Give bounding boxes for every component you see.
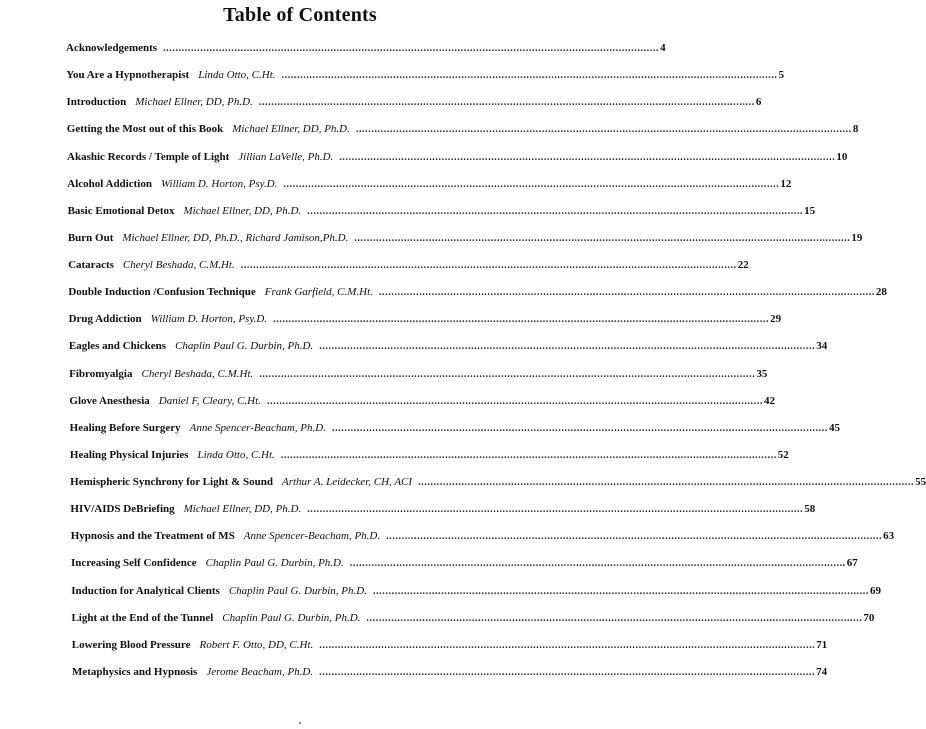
- toc-entry-page-number: 19: [851, 231, 863, 244]
- toc-entry-author: Arthur A. Leidecker, CH, ACI: [282, 476, 413, 489]
- toc-entry-page-number: 6: [755, 96, 762, 109]
- toc-entry-title: Burn Out: [67, 231, 114, 244]
- toc-entry[interactable]: [66, 40, 666, 56]
- toc-entry-page-number: 52: [777, 448, 789, 461]
- toc-entry[interactable]: [67, 176, 792, 192]
- toc-entry-author: Jillian LaVelle, Ph.D.: [238, 150, 334, 163]
- toc-entry[interactable]: [70, 555, 858, 571]
- toc-entry-page-number: 34: [816, 340, 828, 353]
- toc-entry-author: William D. Horton, Psy.D.: [160, 177, 278, 190]
- toc-entry[interactable]: [68, 284, 887, 300]
- toc-entry-page-number: 15: [804, 204, 816, 217]
- toc-entry-page-number: 29: [770, 313, 782, 326]
- toc-entry-title: Acknowledgements: [66, 42, 158, 54]
- dot-leader: ................................................................................................................................................................: [240, 260, 737, 272]
- toc-entry[interactable]: [66, 94, 762, 110]
- toc-entry-page-number: 74: [816, 666, 828, 678]
- toc-entry-author: Chaplin Paul G. Durbin, Ph.D.: [205, 557, 344, 570]
- dot-leader: ................................................................................................................................................................: [366, 612, 863, 624]
- toc-entry-page-number: 10: [836, 150, 848, 163]
- toc-entry-title: Metaphysics and Hypnosis: [72, 666, 198, 678]
- toc-entry-title: Glove Anesthesia: [69, 394, 150, 407]
- toc-entry[interactable]: [71, 637, 828, 653]
- toc-entry-title: Alcohol Addiction: [67, 177, 152, 190]
- toc-entry-author: Michael Ellner, DD, Ph.D.: [135, 96, 253, 109]
- toc-entry-page-number: 42: [763, 394, 775, 407]
- toc-entry-title: Getting the Most out of this Book: [66, 123, 224, 136]
- toc-entry-author: Frank Garfield, C.M.Ht.: [264, 286, 373, 299]
- toc-entry[interactable]: [70, 501, 816, 517]
- dot-leader: ................................................................................................................................................................: [307, 504, 804, 516]
- dot-leader: ................................................................................................................................................................: [319, 639, 816, 651]
- dot-leader: ................................................................................................................................................................: [386, 531, 883, 543]
- toc-entry-author: Linda Otto, C.Ht.: [198, 69, 276, 82]
- toc-entry-title: Double Induction /Confusion Technique: [68, 286, 256, 299]
- toc-entry-page-number: 5: [778, 69, 785, 82]
- toc-entry-title: Drug Addiction: [68, 313, 142, 326]
- dot-leader: ................................................................................................................................................................: [349, 558, 846, 570]
- dot-leader: ................................................................................................................................................................: [266, 395, 763, 407]
- dot-leader: ................................................................................................................................................................: [280, 449, 777, 461]
- dot-leader: ................................................................................................................................................................: [273, 314, 770, 326]
- dot-leader: ................................................................................................................................................................: [259, 368, 756, 380]
- toc-entry-page-number: 58: [804, 503, 816, 516]
- toc-entry[interactable]: [67, 203, 816, 219]
- toc-entry-author: Chaplin Paul G. Durbin, Ph.D.: [222, 611, 361, 624]
- toc-entry-title: Basic Emotional Detox: [67, 204, 175, 217]
- dot-leader: ................................................................................................................................................................: [355, 124, 852, 136]
- toc-entry-page-number: 28: [875, 286, 887, 299]
- toc-entry-page-number: 4: [660, 42, 666, 54]
- toc-entry-page-number: 12: [780, 177, 792, 190]
- dot-leader: ................................................................................................................................................................: [163, 43, 660, 54]
- toc-entry[interactable]: [72, 664, 828, 680]
- toc-entry-author: Michael Ellner, DD, Ph.D.: [183, 204, 302, 217]
- toc-entry-page-number: 45: [828, 421, 840, 434]
- toc-entry-title: Healing Before Surgery: [69, 421, 181, 434]
- toc-entry-author: Michael Ellner, DD, Ph.D.: [183, 503, 302, 516]
- toc-entry-title: Introduction: [66, 96, 127, 109]
- toc-entry-title: Healing Physical Injuries: [69, 448, 189, 461]
- dot-leader: ................................................................................................................................................................: [354, 232, 851, 244]
- toc-entry[interactable]: [70, 528, 895, 544]
- toc-entry[interactable]: [68, 257, 749, 273]
- toc-entry-title: Lowering Blood Pressure: [71, 638, 191, 651]
- toc-entry[interactable]: [68, 311, 782, 327]
- toc-entry-author: Cheryl Beshada, C.M.Ht.: [141, 367, 254, 380]
- toc-entry-title: Induction for Analytical Clients: [71, 584, 220, 597]
- dot-leader: ................................................................................................................................................................: [307, 205, 804, 217]
- toc-entry-title: HIV/AIDS DeBriefing: [70, 503, 175, 516]
- toc-entry[interactable]: [69, 447, 789, 463]
- toc-entry-title: Fibromyalgia: [69, 367, 133, 380]
- toc-entry-author: Anne Spencer-Beacham, Ph.D.: [243, 530, 381, 543]
- dot-leader: ................................................................................................................................................................: [281, 70, 778, 82]
- toc-entry-author: Robert F. Otto, DD, C.Ht.: [199, 638, 314, 651]
- dot-leader: ................................................................................................................................................................: [339, 151, 836, 163]
- toc-entry-title: You Are a Hypnotherapist: [66, 69, 190, 82]
- dot-leader: ................................................................................................................................................................: [283, 178, 780, 190]
- toc-entry[interactable]: [69, 393, 775, 409]
- toc-entry-title: Akashic Records / Temple of Light: [67, 150, 230, 163]
- toc-entry-author: Jerome Beacham, Ph.D.: [206, 666, 314, 678]
- dot-leader: ................................................................................................................................................................: [258, 97, 755, 109]
- toc-entry-page-number: 63: [883, 530, 895, 543]
- toc-entry-page-number: 67: [846, 557, 858, 570]
- toc-entry[interactable]: [69, 420, 840, 436]
- toc-entry-page-number: 55: [915, 476, 926, 489]
- toc-entry[interactable]: [70, 474, 926, 490]
- dot-leader: ................................................................................................................................................................: [418, 477, 915, 489]
- toc-entry-page-number: 22: [737, 259, 749, 272]
- dot-leader: ................................................................................................................................................................: [378, 287, 875, 299]
- toc-entry[interactable]: [68, 338, 828, 354]
- toc-entry[interactable]: [67, 149, 848, 165]
- toc-entry-author: Cheryl Beshada, C.M.Ht.: [122, 259, 235, 272]
- toc-entry-page-number: 8: [852, 123, 859, 136]
- toc-entry-author: Michael Ellner, DD, Ph.D.: [232, 123, 350, 136]
- toc-entry-page-number: 35: [756, 367, 768, 380]
- toc-entry-page-number: 70: [863, 611, 875, 624]
- toc-entry-author: William D. Horton, Psy.D.: [150, 313, 268, 326]
- toc-entry-page-number: 71: [816, 638, 828, 651]
- toc-entry[interactable]: [71, 610, 875, 626]
- toc-entry-author: Chaplin Paul G. Durbin, Ph.D.: [228, 584, 367, 597]
- toc-entry-author: Anne Spencer-Beacham, Ph.D.: [189, 421, 326, 434]
- toc-entry[interactable]: [69, 366, 768, 382]
- toc-entry[interactable]: [67, 230, 863, 246]
- toc-entry-page-number: 69: [869, 584, 881, 597]
- toc-entry-title: Eagles and Chickens: [68, 340, 167, 353]
- toc-entry[interactable]: [66, 67, 785, 83]
- page-footer-mark: [299, 722, 301, 724]
- toc-entry[interactable]: [71, 583, 881, 599]
- toc-entry-author: Linda Otto, C.Ht.: [197, 448, 275, 461]
- dot-leader: ................................................................................................................................................................: [331, 422, 828, 434]
- dot-leader: ................................................................................................................................................................: [372, 585, 869, 597]
- toc-entry-title: Light at the End of the Tunnel: [71, 611, 214, 624]
- dot-leader: ................................................................................................................................................................: [319, 667, 816, 678]
- toc-entry-author: Daniel F, Cleary, C.Ht.: [158, 394, 261, 407]
- toc-entry-author: Michael Ellner, DD, Ph.D., Richard Jamison,Ph.D.: [122, 231, 349, 244]
- dot-leader: ................................................................................................................................................................: [319, 341, 816, 353]
- toc-entry-title: Cataracts: [68, 259, 114, 272]
- toc-entry[interactable]: [66, 121, 859, 137]
- toc-entry-title: Increasing Self Confidence: [70, 557, 197, 570]
- toc-entry-author: Chaplin Paul G. Durbin, Ph.D.: [175, 340, 314, 353]
- toc-entry-title: Hypnosis and the Treatment of MS: [70, 530, 235, 543]
- page-title: Table of Contents: [223, 4, 377, 26]
- toc-entry-title: Hemispheric Synchrony for Light & Sound: [70, 476, 273, 489]
